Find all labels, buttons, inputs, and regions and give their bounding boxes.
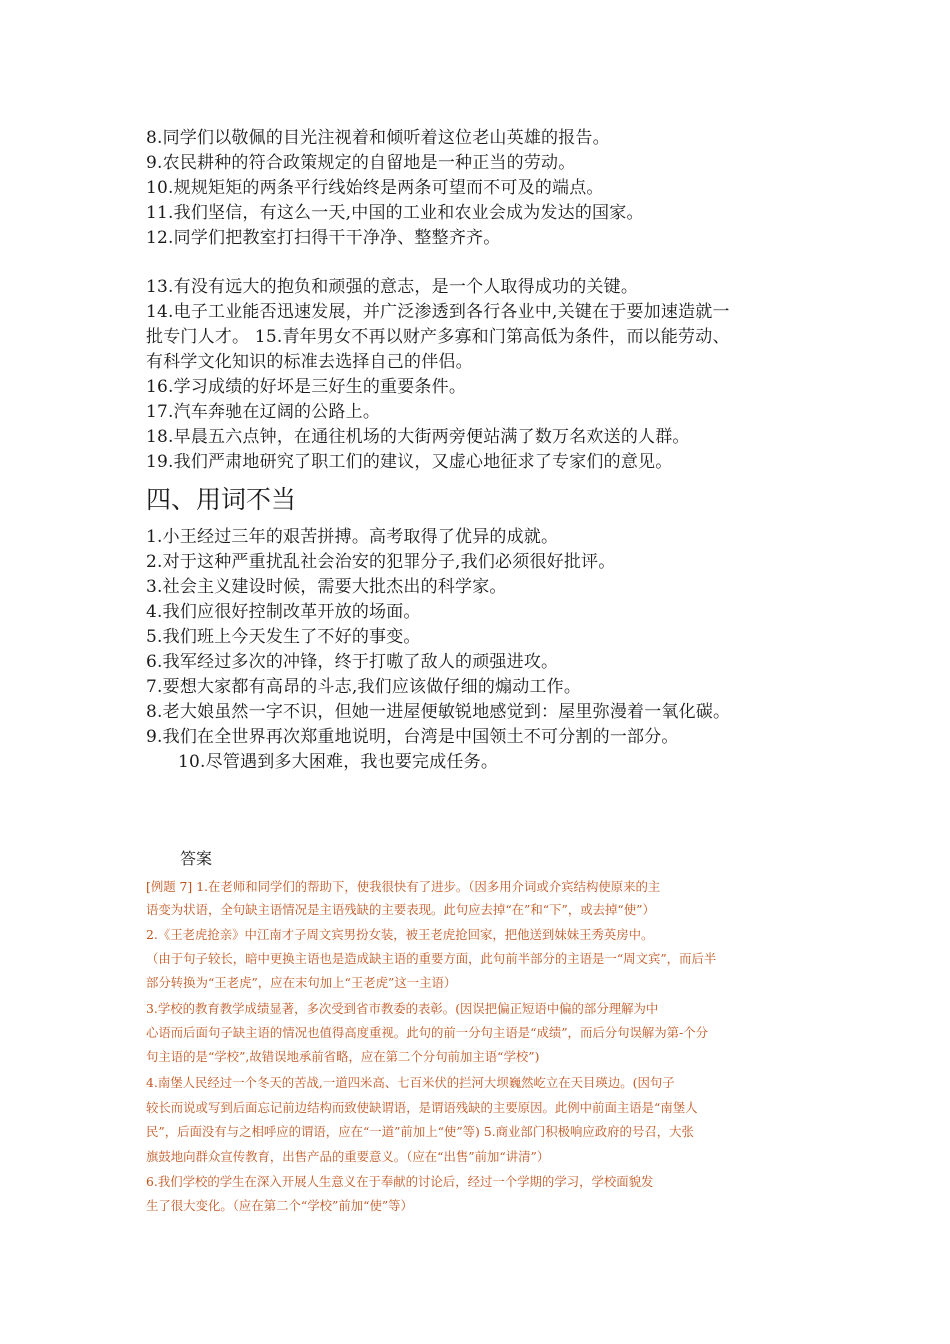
answer-line: 部分转换为“王老虎”，应在末句加上“王老虎”这一主语）	[146, 975, 457, 990]
answer-line: 民”，后面没有与之相呼应的谓语，应在“一道”前加上“使”等) 5.商业部门积极响应政府的号召，大张	[146, 1124, 694, 1139]
sentence-line: 11.我们坚信，有这么一天,中国的工业和农业会成为发达的国家。	[146, 203, 644, 223]
answer-line: 句主语的是“学校”,故错误地承前省略，应在第二个分句前加主语“学校”)	[146, 1049, 540, 1064]
sentence-line: 9.我们在全世界再次郑重地说明，台湾是中国领土不可分割的一部分。	[146, 727, 679, 747]
sentence-line: 2.对于这种严重扰乱社会治安的犯罪分子,我们必须很好批评。	[146, 552, 616, 572]
answer-line: （由于句子较长，暗中更换主语也是造成缺主语的重要方面，此句前半部分的主语是一“周文宾”，而后半	[146, 951, 717, 966]
answer-line: 生了很大变化。（应在第二个“学校”前加“使”等）	[146, 1198, 413, 1213]
sentence-line: 批专门人才。 15.青年男女不再以财产多寡和门第高低为条件，而以能劳动、	[146, 327, 730, 347]
sentence-line: 12.同学们把教室打扫得干干净净、整整齐齐。	[146, 228, 501, 248]
sentence-line: 4.我们应很好控制改革开放的场面。	[146, 602, 421, 622]
answer-line: 语变为状语，全句缺主语情况是主语残缺的主要表现。此句应去掉“在”和“下”，或去掉“使”）	[146, 902, 655, 917]
sentence-line: 17.汽车奔驰在辽阔的公路上。	[146, 402, 381, 422]
sentence-line: 7.要想大家都有高昂的斗志,我们应该做仔细的煽动工作。	[146, 677, 582, 697]
sentence-line: 14.电子工业能否迅速发展，并广泛渗透到各行各业中,关键在于要加速造就一	[146, 302, 730, 322]
answer-line: [例题 7] 1.在老师和同学们的帮助下，使我很快有了进步。（因多用介词或介宾结构使原来的主	[146, 879, 661, 894]
sentence-line: 1.小王经过三年的艰苦拼搏。高考取得了优异的成就。	[146, 527, 559, 547]
answer-line: 心语而后面句子缺主语的情况也值得高度重视。此句的前一分句主语是“成绩”，而后分句误解为第-个分	[146, 1025, 709, 1040]
answer-line: 3.学校的教育教学成绩显著，多次受到省市教委的表彰。(因误把偏正短语中偏的部分理解为中	[146, 1001, 659, 1016]
answer-title: 答案	[180, 849, 213, 868]
answer-line: 6.我们学校的学生在深入开展人生意义在于奉献的讨论后，经过一个学期的学习，学校面貌发	[146, 1174, 654, 1189]
sentence-line: 10.规规矩矩的两条平行线始终是两条可望而不可及的端点。	[146, 178, 604, 198]
sentence-line: 16.学习成绩的好坏是三好生的重要条件。	[146, 377, 467, 397]
answer-line: 2.《王老虎抢亲》中江南才子周文宾男扮女装，被王老虎抢回家，把他送到妹妹王秀英房中。	[146, 927, 654, 942]
sentence-line: 6.我军经过多次的冲锋，终于打嗷了敌人的顽强进攻。	[146, 652, 559, 672]
sentence-line: 8.同学们以敬佩的目光注视着和倾听着这位老山英雄的报告。	[146, 128, 610, 148]
answer-line: 4.南堡人民经过一个冬天的苦战,一道四米高、七百米伏的拦河大坝巍然屹立在天目瑛边。(因句子	[146, 1075, 675, 1090]
section-heading: 四、用词不当	[146, 485, 297, 514]
sentence-line: 19.我们严肃地研究了职工们的建议，又虚心地征求了专家们的意见。	[146, 452, 673, 472]
sentence-line: 5.我们班上今天发生了不好的事变。	[146, 627, 421, 647]
sentence-line: 9.农民耕种的符合政策规定的自留地是一种正当的劳动。	[146, 153, 576, 173]
sentence-line: 8.老大娘虽然一字不识，但她一进屋便敏锐地感觉到：屋里弥漫着一氧化碳。	[146, 702, 731, 722]
sentence-line: 13.有没有远大的抱负和顽强的意志，是一个人取得成功的关键。	[146, 277, 639, 297]
sentence-line: 3.社会主义建设时候，需要大批杰出的科学家。	[146, 577, 507, 597]
sentence-line: 18.早晨五六点钟，在通往机场的大街两旁便站满了数万名欢送的人群。	[146, 427, 690, 447]
sentence-line: 有科学文化知识的标准去选择自己的伴侣。	[146, 352, 473, 372]
answer-line: 旗鼓地向群众宣传教育，出售产品的重要意义。（应在“出售”前加“讲清”）	[146, 1149, 550, 1164]
answer-line: 较长而说或写到后面忘记前边结构而致使缺谓语，是谓语残缺的主要原因。此例中前面主语是“南堡人	[146, 1100, 698, 1115]
sentence-line: 10.尽管遇到多大困难，我也要完成任务。	[178, 752, 499, 772]
